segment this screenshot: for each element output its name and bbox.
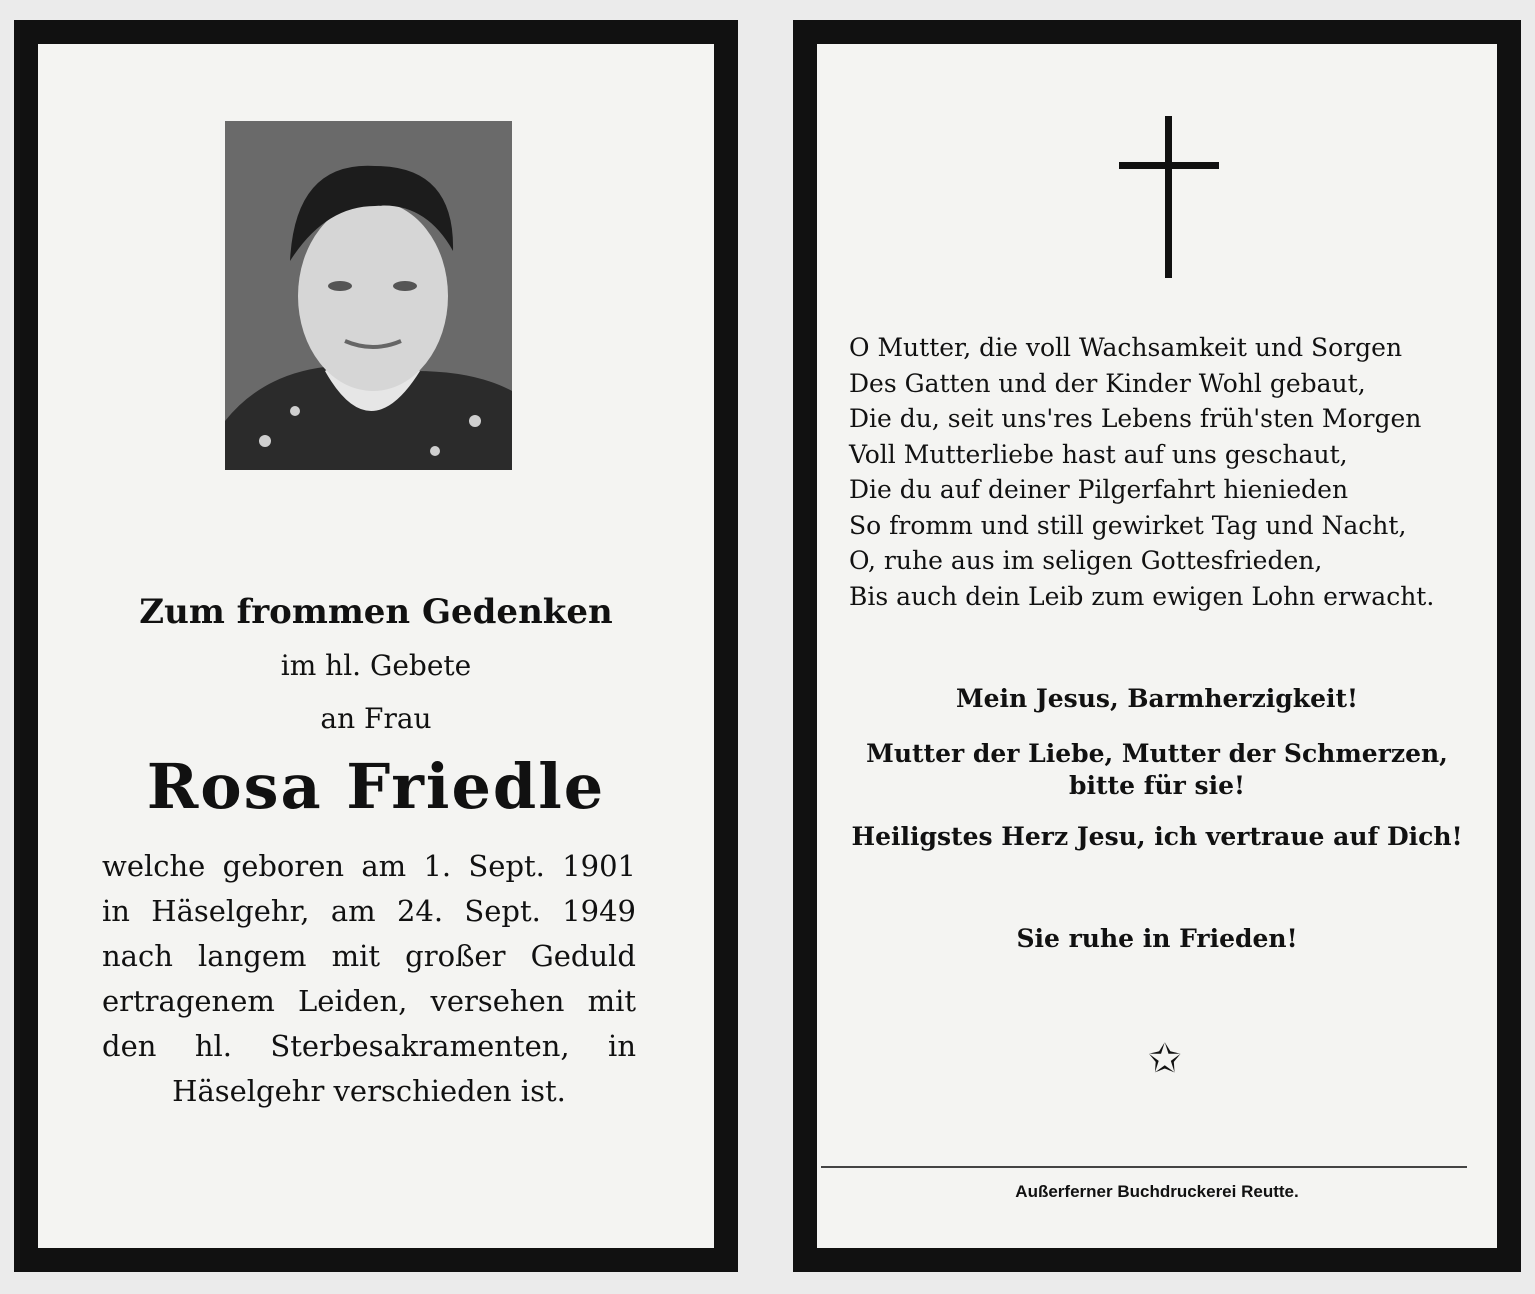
- right-card: [793, 20, 1521, 1272]
- cross-icon: [1119, 116, 1219, 278]
- right-card-inner: [817, 44, 1497, 1248]
- left-card-inner: [38, 44, 714, 1248]
- deceased-name: Rosa Friedle: [146, 750, 606, 823]
- poem: [849, 330, 1489, 614]
- prayer-mercy: Mein Jesus, Barmherzigkeit!: [955, 684, 1359, 713]
- bio-line: den hl. Sterbesakramenten, in: [102, 1029, 636, 1063]
- bio-line: welche geboren am 1. Sept. 1901: [102, 849, 636, 883]
- memorial-heading: Zum frommen Gedenken: [139, 592, 613, 632]
- bio-line: ertragenem Leiden, versehen mit: [102, 984, 636, 1018]
- subheading-frau: an Frau: [320, 702, 432, 735]
- biography: [102, 844, 636, 1114]
- closing-rest-in-peace: Sie ruhe in Frieden!: [1016, 924, 1298, 953]
- prayer-mother: [817, 738, 1497, 802]
- poem-line: Die du auf deiner Pilgerfahrt hienieden: [849, 475, 1349, 504]
- poem-line: O, ruhe aus im seligen Gottesfrieden,: [849, 546, 1323, 575]
- prayer-mother-line-1: Mutter der Liebe, Mutter der Schmerzen,: [866, 739, 1448, 768]
- divider: [821, 1166, 1467, 1168]
- printer-imprint: Außerferner Buchdruckerei Reutte.: [1015, 1182, 1299, 1201]
- poem-line: O Mutter, die voll Wachsamkeit und Sorgen: [849, 333, 1403, 362]
- prayer-mother-line-2: bitte für sie!: [1069, 771, 1245, 800]
- portrait-photo: [225, 121, 512, 470]
- poem-line: So fromm und still gewirket Tag und Nacht,: [849, 510, 1407, 540]
- star-icon: ✩: [1148, 1036, 1182, 1082]
- poem-line: Bis auch dein Leib zum ewigen Lohn erwacht.: [849, 581, 1435, 611]
- poem-line: Des Gatten und der Kinder Wohl gebaut,: [849, 368, 1366, 398]
- poem-line: Die du, seit uns'res Lebens früh'sten Morgen: [849, 404, 1422, 433]
- bio-line: Häselgehr verschieden ist.: [172, 1074, 566, 1108]
- poem-line: Voll Mutterliebe hast auf uns geschaut,: [849, 439, 1348, 469]
- bio-line: in Häselgehr, am 24. Sept. 1949: [102, 894, 636, 928]
- prayer-sacred-heart: Heiligstes Herz Jesu, ich vertraue auf Dich!: [851, 822, 1463, 851]
- subheading-prayer: im hl. Gebete: [280, 649, 472, 682]
- left-card: [14, 20, 738, 1272]
- bio-line: nach langem mit großer Geduld: [102, 939, 636, 973]
